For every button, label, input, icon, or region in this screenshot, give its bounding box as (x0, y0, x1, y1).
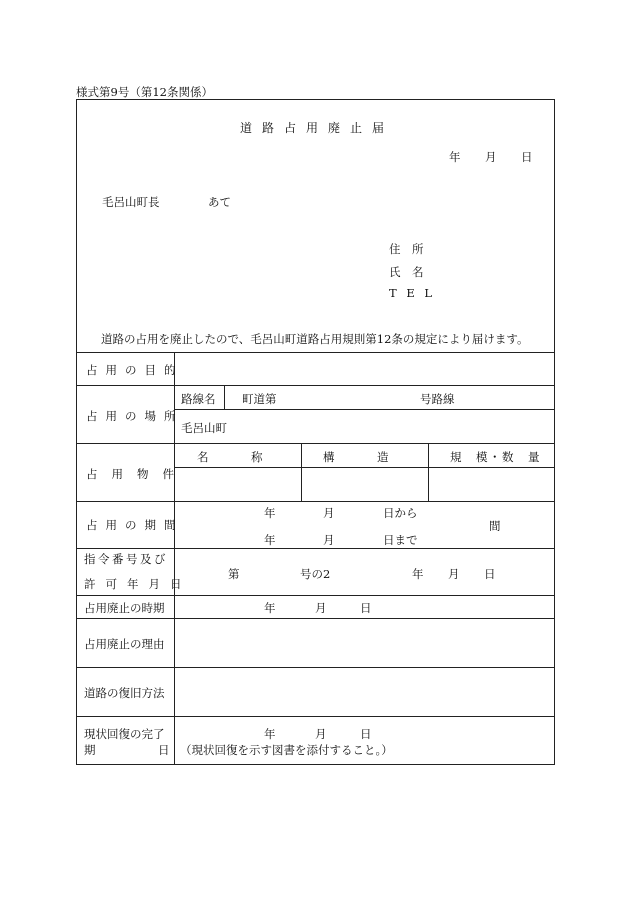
restore-year: 年 (264, 727, 276, 741)
restore-done-label-line2b: 日 (158, 743, 170, 757)
route-prefix: 町道第 (242, 392, 277, 406)
period-label: 占用の期間 (86, 518, 184, 532)
row-divider (174, 409, 555, 410)
restore-done-label-line2a: 期 (84, 743, 96, 757)
form-number: 様式第9号（第12条関係） (76, 85, 213, 99)
abolish-reason-label: 占用廃止の理由 (84, 637, 165, 651)
period-span: 間 (489, 519, 501, 533)
place-value: 毛呂山町 (181, 421, 227, 435)
period-to-day: 日まで (383, 533, 418, 547)
abolish-day: 日 (360, 601, 372, 615)
permit-number-suffix: 号の2 (300, 567, 331, 581)
applicant-address-label: 住 所 (389, 242, 424, 256)
period-to-year: 年 (264, 533, 276, 547)
applicant-tel-label: T E L (389, 286, 436, 300)
route-suffix: 号路線 (420, 392, 455, 406)
permit-label-line2: 許可年月日 (84, 577, 192, 591)
addressee-name: 毛呂山町長 (102, 195, 160, 209)
restore-month: 月 (315, 727, 327, 741)
date-month: 月 (485, 150, 497, 164)
applicant-name-label: 氏 名 (389, 265, 424, 279)
permit-month: 月 (448, 567, 460, 581)
restore-done-label-line1: 現状回復の完了 (84, 727, 165, 741)
abolish-month: 月 (315, 601, 327, 615)
document-title: 道路占用廃止届 (240, 121, 395, 135)
object-label: 占用物件 (86, 467, 188, 481)
restore-method-label: 道路の復旧方法 (84, 686, 165, 700)
date-day: 日 (521, 150, 533, 164)
addressee-suffix: あて (208, 195, 231, 209)
row-divider (76, 385, 555, 386)
permit-day: 日 (484, 567, 496, 581)
row-divider (76, 595, 555, 596)
row-divider (76, 667, 555, 668)
place-label: 占用の場所 (86, 409, 184, 423)
row-divider (76, 618, 555, 619)
column-divider (428, 443, 429, 501)
column-header-scale: 規 模・数 量 (450, 450, 541, 464)
purpose-label: 占用の目的 (86, 363, 184, 377)
row-divider (76, 443, 555, 444)
period-from-month: 月 (323, 506, 335, 520)
column-divider (301, 443, 302, 501)
date-year: 年 (449, 150, 461, 164)
row-divider (76, 716, 555, 717)
period-to-month: 月 (323, 533, 335, 547)
abolish-time-label: 占用廃止の時期 (84, 601, 165, 615)
column-header-structure: 構 造 (323, 450, 391, 464)
row-divider (76, 548, 555, 549)
column-divider (224, 385, 225, 409)
permit-number-prefix: 第 (228, 567, 240, 581)
row-divider (76, 501, 555, 502)
row-divider (76, 352, 555, 353)
permit-label-line1: 指令番号及び (84, 552, 168, 566)
route-name-label: 路線名 (181, 392, 216, 406)
restore-note: （現状回復を示す図書を添付すること。） (180, 743, 393, 757)
permit-year: 年 (412, 567, 424, 581)
restore-day: 日 (360, 727, 372, 741)
row-divider (174, 467, 555, 468)
column-header-name: 名 称 (197, 450, 265, 464)
statement: 道路の占用を廃止したので、毛呂山町道路占用規則第12条の規定により届けます。 (101, 332, 529, 346)
abolish-year: 年 (264, 601, 276, 615)
period-from-day: 日から (383, 506, 418, 520)
period-from-year: 年 (264, 506, 276, 520)
